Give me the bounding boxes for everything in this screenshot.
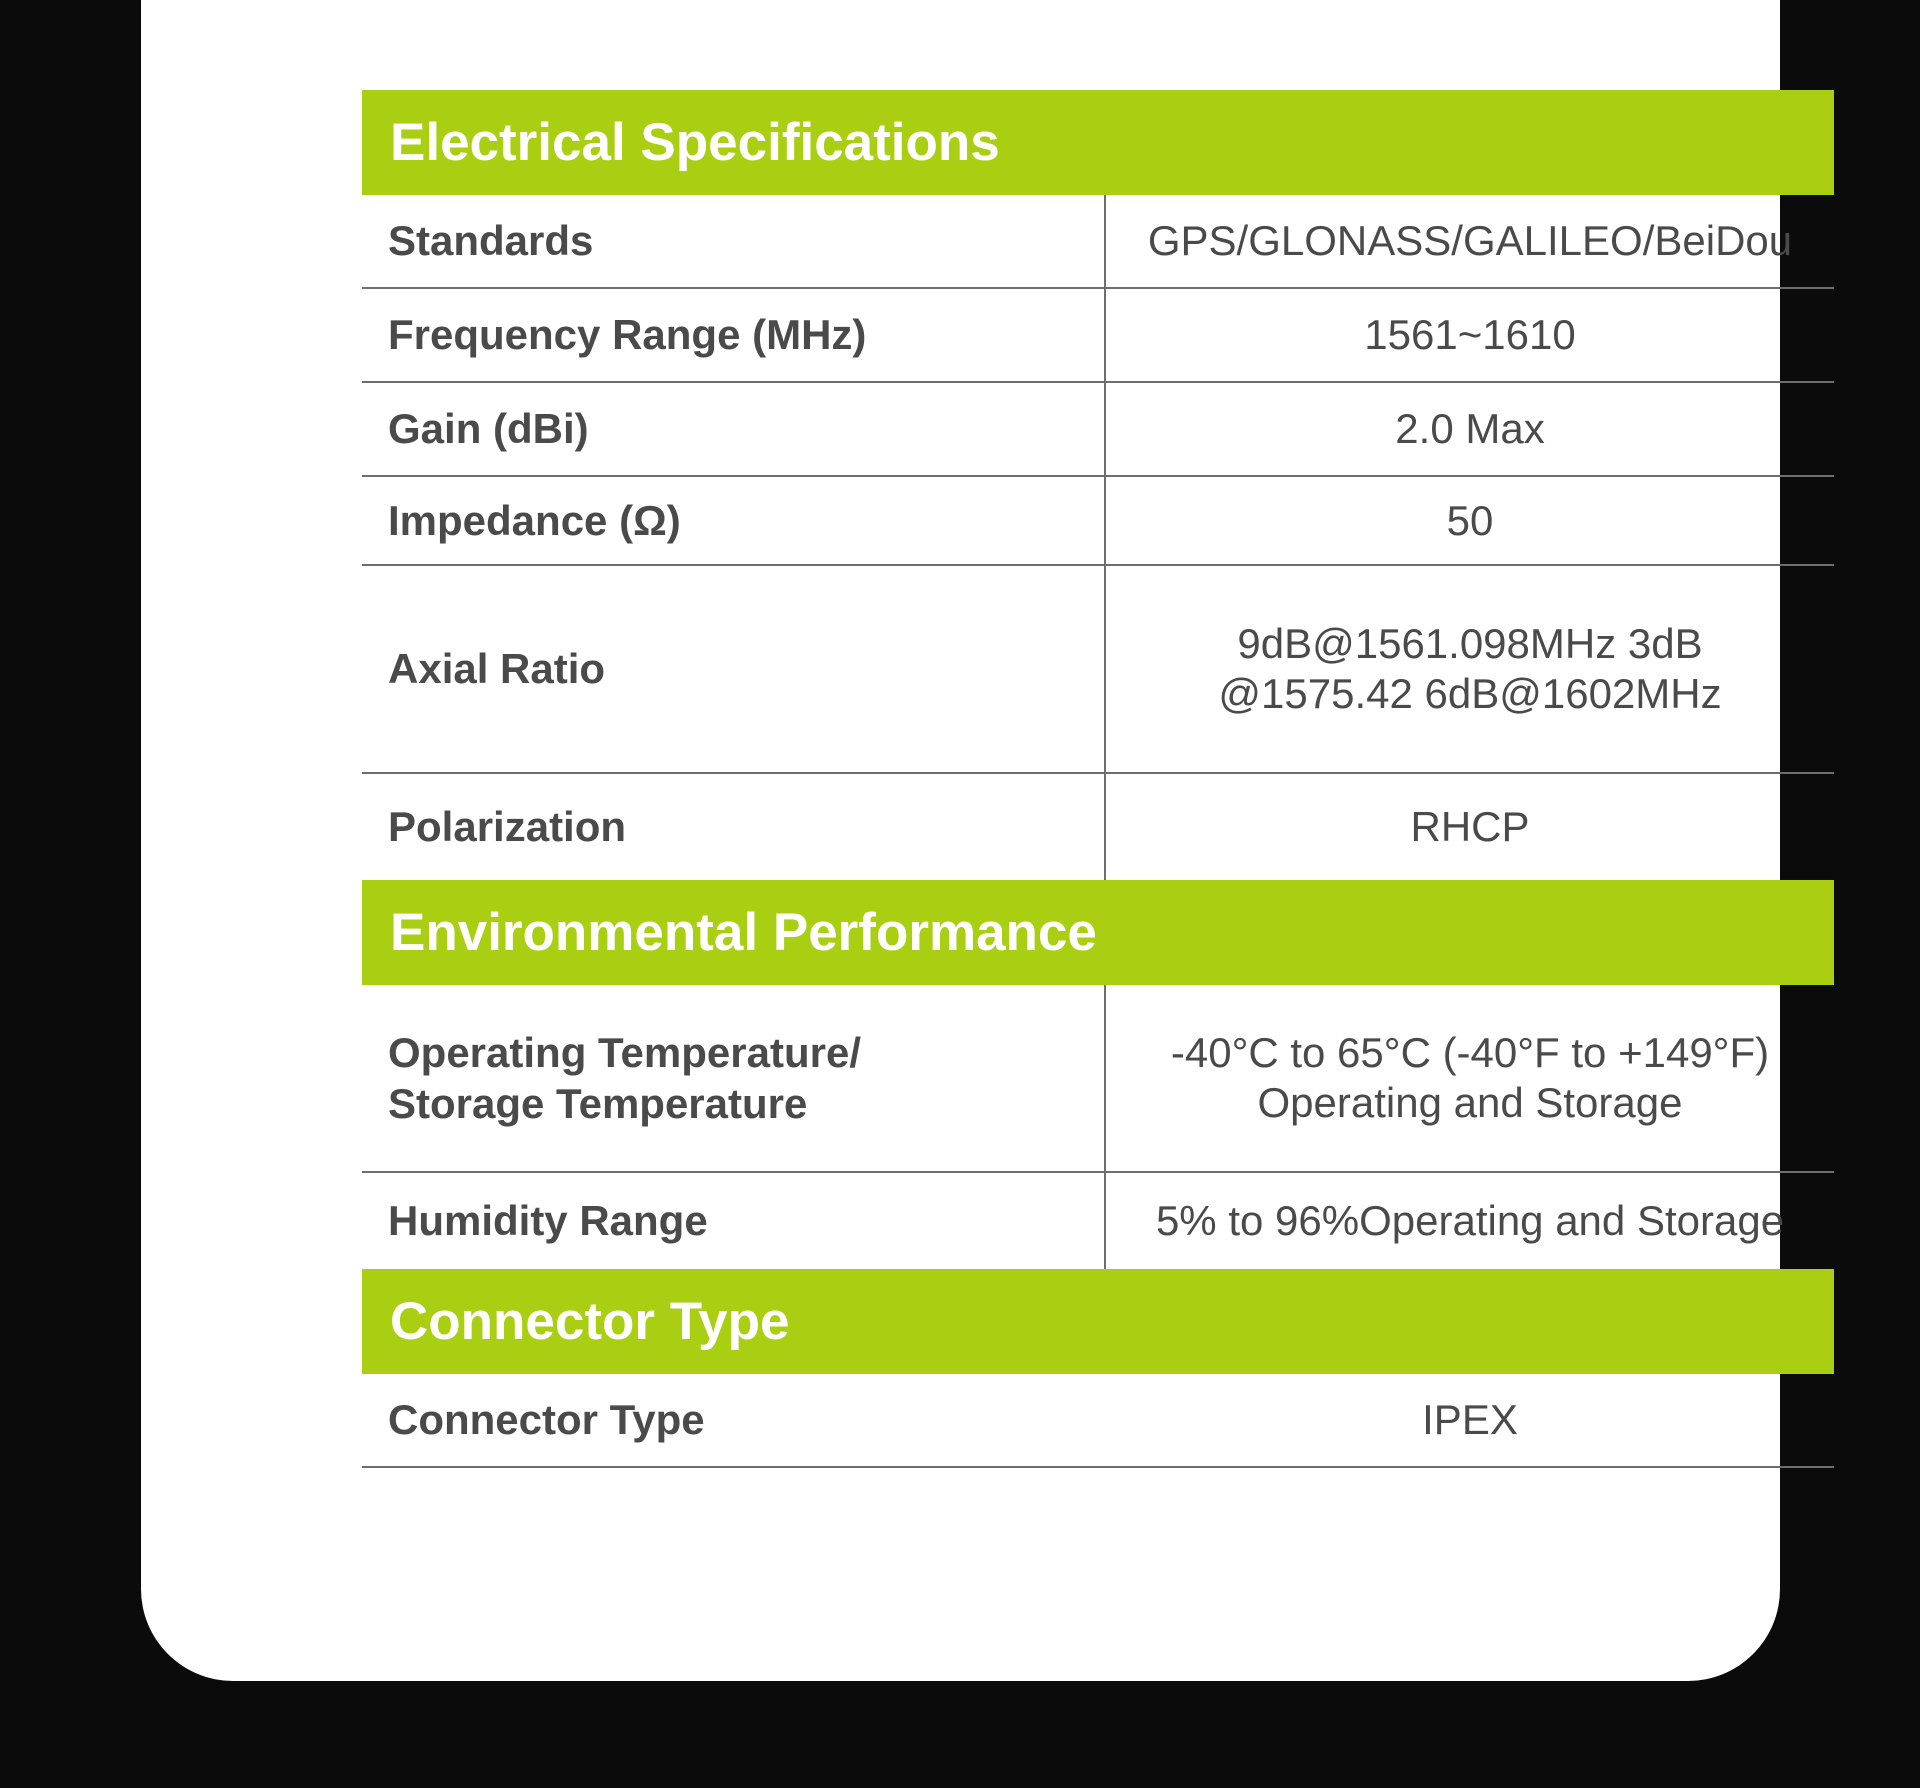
spec-label: Axial Ratio [362,566,1106,772]
spec-value: -40°C to 65°C (-40°F to +149°F) Operating and Storage [1170,1029,1770,1126]
spec-row-standards [362,195,1834,289]
spec-row-impedance [362,477,1834,566]
spec-value: 1561~1610 [1364,311,1576,359]
spec-value: RHCP [1410,803,1530,851]
section-header-environmental: Environmental Performance [362,880,1834,985]
spec-value: 50 [1446,496,1494,544]
spec-row-connector-type [362,1374,1834,1468]
spec-card [141,0,1793,1681]
spec-value: GPS/GLONASS/GALILEO/BeiDou [1147,217,1793,265]
spec-label: Humidity Range [362,1173,1106,1269]
spec-value: 5% to 96%Operating and Storage [1155,1197,1785,1245]
spec-value: IPEX [1422,1396,1518,1444]
spec-label: Frequency Range (MHz) [362,289,1106,381]
spec-row-frequency-range [362,289,1834,383]
spec-label: Gain (dBi) [362,383,1106,475]
spec-label: Connector Type [388,1396,705,1444]
spec-row-gain [362,383,1834,477]
spec-row-temperature [362,985,1834,1173]
spec-label: Standards [362,195,1106,287]
spec-value: 9dB@1561.098MHz 3dB @1575.42 6dB@1602MHz [1218,620,1722,717]
spec-value: 2.0 Max [1395,405,1545,453]
section-header-electrical: Electrical Specifications [362,90,1834,195]
spec-row-humidity [362,1173,1834,1269]
section-header-connector: Connector Type [362,1269,1834,1374]
spec-row-polarization [362,774,1834,880]
spec-table [362,90,1834,1468]
spec-label: Impedance (Ω) [362,477,1106,564]
spec-row-axial-ratio [362,566,1834,774]
spec-label: Operating Temperature/ Storage Temperature [362,985,1106,1171]
spec-label: Polarization [362,774,1106,880]
